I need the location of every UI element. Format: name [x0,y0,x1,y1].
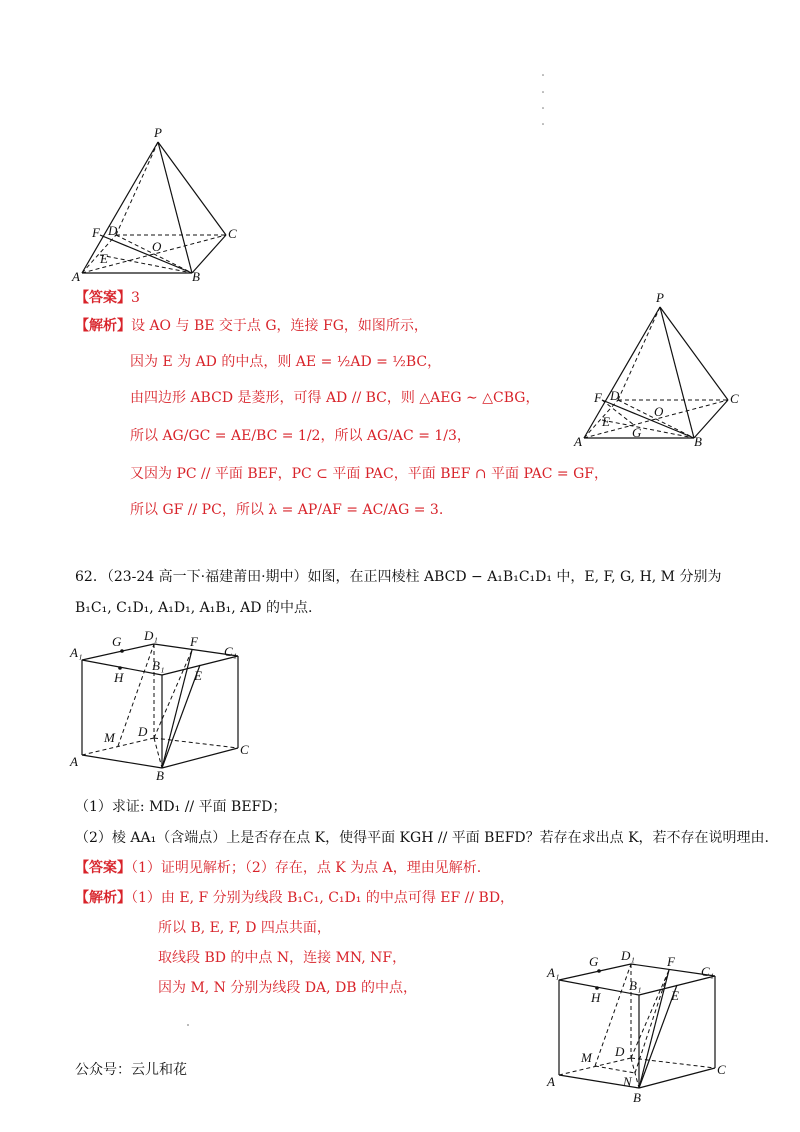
prism-label: N [623,1074,632,1089]
footer-text: 公众号：云儿和花 [75,1062,187,1078]
answer-tag: 【答案】 [75,860,131,876]
pyramid-label: O [654,404,664,419]
pyramid-label: C [730,391,739,406]
pyramid-label: G [632,425,642,440]
prism-label: F [667,954,675,969]
analysis-tag: 【解析】 [75,890,131,906]
pyramid-label: E [602,414,610,429]
stray-mark [187,1024,189,1026]
analysis-line: 所以 AG/GC = AE/BC = 1/2，所以 AG/AC = 1/3， [130,428,471,444]
problem-62-header-2: B₁C₁, C₁D₁, A₁D₁, A₁B₁, AD 的中点. [75,600,313,616]
pyramid-label: A [72,269,80,284]
pyramid-figure [70,125,250,285]
prism-label: D [138,724,148,739]
prism-label: B [156,768,164,783]
prism-label: A₁ [70,645,83,660]
prism-label: M [581,1050,592,1065]
prism-figure [68,630,258,785]
prism-label: A [547,1074,555,1089]
prism-label: D₁ [621,950,635,963]
prism-label: B₁ [152,658,165,673]
analysis-line: 取线段 BD 的中点 N，连接 MN, NF， [158,950,407,966]
analysis-line: 所以 B, E, F, D 四点共面， [158,920,331,936]
pyramid-label: P [154,125,162,140]
answer-row-62 [75,858,481,878]
prism-label: E [671,988,679,1003]
analysis-line: 设 AO 与 BE 交于点 G，连接 FG，如图所示， [131,318,428,334]
analysis-line: 由四边形 ABCD 是菱形，可得 AD // BC，则 △AEG ∼ △CBG， [130,390,540,406]
prism-label: C₁ [701,964,715,979]
pyramid-label: B [694,434,702,449]
answer-row [75,288,140,308]
pyramid-label: P [656,290,664,305]
analysis-line: （1）由 E, F 分别为线段 B₁C₁, C₁D₁ 的中点可得 EF // BD， [131,890,515,906]
prism-label: D₁ [144,630,158,643]
pyramid-label: D [610,388,620,403]
prism-label: A₁ [547,965,560,980]
analysis-line: 又因为 PC // 平面 BEF，PC ⊂ 平面 PAC，平面 BEF ∩ 平面 PAC = GF， [130,466,608,482]
pyramid-label: A [574,434,582,449]
prism-label: H [591,990,601,1005]
prism-label: G [112,634,122,649]
answer-value: 3 [131,290,140,306]
pyramid-label: F [92,225,100,240]
pyramid-label: D [108,223,118,238]
analysis-line: 因为 E 为 AD 的中点，则 AE = ½AD = ½BC， [130,354,442,370]
problem-62-header: 62．（23-24 高一下·福建莆田·期中）如图，在正四棱柱 ABCD − A₁B₁C₁D₁ 中，E, F, G, H, M 分别为 [75,569,722,585]
question-2: （2）棱 AA₁（含端点）上是否存在点 K，使得平面 KGH // 平面 BEFD？若存在求出点 K，若不存在说明理由. [75,830,769,846]
analysis-line: 所以 GF // PC，所以 λ = AP/AF = AC/AG = 3. [130,502,444,518]
prism-figure-2 [545,950,735,1110]
prism-label: B [633,1090,641,1105]
pyramid-label: O [152,239,162,254]
analysis-line: 因为 M, N 分别为线段 DA, DB 的中点， [158,980,418,996]
analysis-row-62 [75,888,514,908]
prism-label: C [717,1062,726,1077]
prism-label: A [70,754,78,769]
pyramid-figure-2 [572,290,752,450]
prism-label: C₁ [224,644,238,659]
corner-marks [541,72,545,128]
pyramid-label: F [594,390,602,405]
prism-label: H [114,670,124,685]
analysis-tag: 【解析】 [75,318,131,334]
prism-label: E [194,668,202,683]
answer-tag: 【答案】 [75,290,131,306]
prism-label: F [190,634,198,649]
pyramid-label: E [100,251,108,266]
pyramid-label: B [192,269,200,284]
prism-label: D [615,1044,625,1059]
answer-text: （1）证明见解析；（2）存在，点 K 为点 A，理由见解析. [131,860,482,876]
analysis-row-1 [75,316,428,336]
question-1: （1）求证: MD₁ // 平面 BEFD； [75,799,287,815]
prism-label: G [589,954,599,969]
prism-label: C [240,742,249,757]
prism-label: M [104,730,115,745]
pyramid-label: C [228,226,237,241]
prism-label: B₁ [629,978,642,993]
